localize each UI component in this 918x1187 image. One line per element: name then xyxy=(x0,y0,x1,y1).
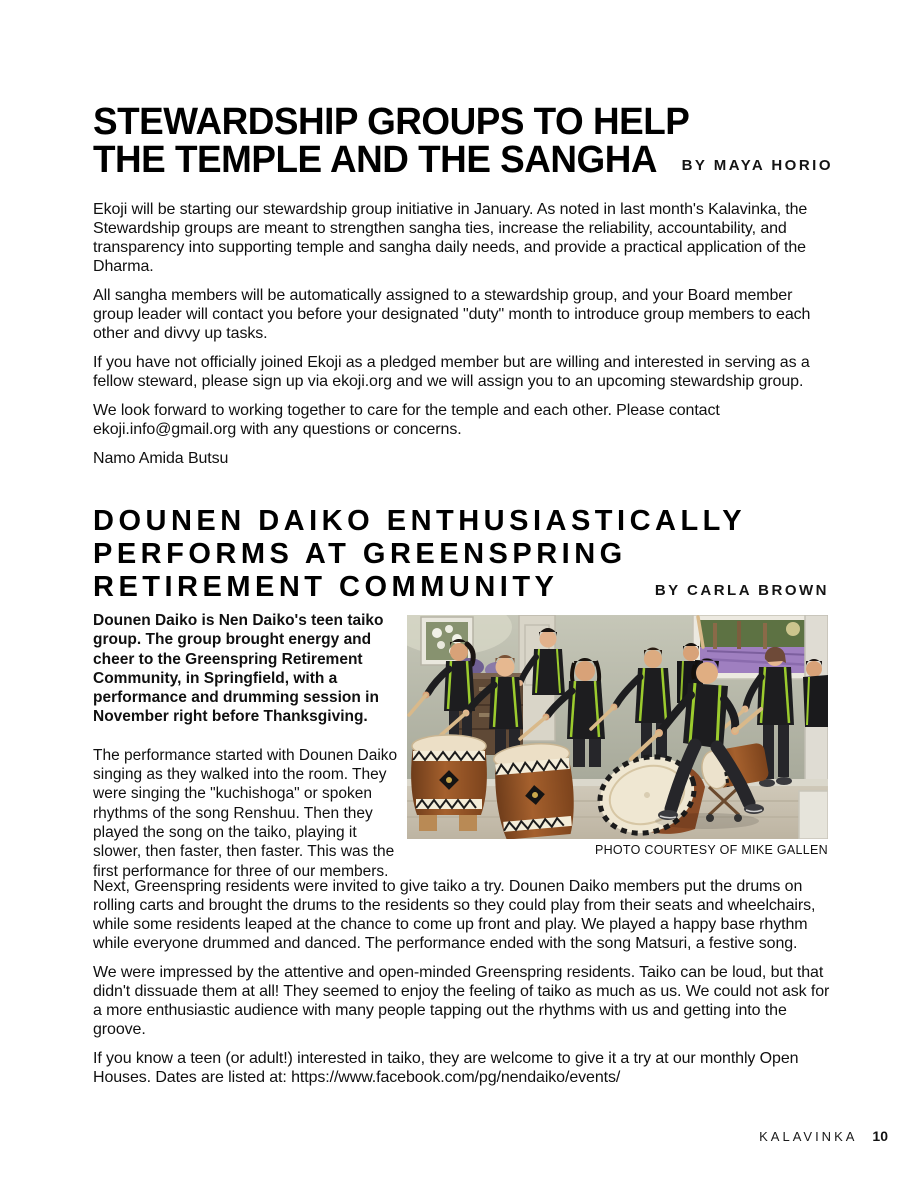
article1-closing: Namo Amida Butsu xyxy=(93,450,229,467)
article2-title-line3: RETIREMENT COMMUNITY xyxy=(93,571,559,603)
article2-left-column xyxy=(93,611,407,892)
taiko-performance-illustration xyxy=(407,615,828,839)
article1-title-line1: STEWARDSHIP GROUPS TO HELP xyxy=(93,101,690,143)
page-number: 10 xyxy=(872,1128,888,1144)
article2-paragraph: Next, Greenspring residents were invited to give taiko a try. Dounen Daiko members put the drums on rolling carts and brought the drums to the residents so they could play from their seats and wheelchairs, while some residents leaped at the chance to come up front and play. We played a happy base rhythm while everyone drummed and danced. The performance ended with the song Matsuri, a festive song. xyxy=(93,878,816,952)
article-photo xyxy=(407,615,828,839)
article2-title-line2: PERFORMS AT GREENSPRING xyxy=(93,538,627,570)
article1-body xyxy=(93,200,830,478)
article1-paragraph: All sangha members will be automatically assigned to a stewardship group, and your Board member group leader will contact you before your designated "duty" month to introduce group members to each other and divvy up tasks. xyxy=(93,287,811,342)
article2-paragraph: We were impressed by the attentive and open-minded Greenspring residents. Taiko can be loud, but that didn't dissuade them at all! They seemed to enjoy the feeling of taiko as much as us. We could not ask for a more enthusiastic audience with many people tapping out the rhythms with us and getting into the groove. xyxy=(93,964,830,1038)
article1-paragraph: We look forward to working together to care for the temple and each other. Please contact ekoji.info@gmail.org with any questions or concerns. xyxy=(93,402,720,438)
article2-byline: BY CARLA BROWN xyxy=(654,582,829,599)
article2-body xyxy=(93,877,830,1097)
article1-heading xyxy=(93,103,833,179)
magazine-name: KALAVINKA xyxy=(759,1129,858,1144)
page-footer xyxy=(759,1128,888,1144)
article1-title-line2: THE TEMPLE AND THE SANGHA xyxy=(93,139,657,181)
article1-paragraph: If you have not officially joined Ekoji as a pledged member but are willing and interested in serving as a fellow steward, please sign up via ekoji.org and we will assign you to an upcoming stewardship group. xyxy=(93,354,810,390)
article2-column-paragraph: The performance started with Dounen Daiko singing as they walked into the room. They were singing the "kuchishoga" or spoken rhythms of the song Renshuu. Then they played the song on the taiko, playing it slower, then faster, then faster. This was the first performance for three of our members. xyxy=(93,746,398,880)
article1-paragraph: Ekoji will be starting our stewardship group initiative in January. As noted in last month's Kalavinka, the Stewardship groups are meant to strengthen sangha ties, increase the reliability, accountability, and transparency into supporting temple and sangha daily needs, and provide a practical application of the Dharma. xyxy=(93,201,808,275)
article2-heading xyxy=(93,505,829,604)
photo-caption: PHOTO COURTESY OF MIKE GALLEN xyxy=(594,843,828,857)
article1-byline: BY MAYA HORIO xyxy=(681,157,833,174)
article2-paragraph: If you know a teen (or adult!) interested in taiko, they are welcome to give it a try at our monthly Open Houses. Dates are listed at: https://www.facebook.com/pg/nendaiko/events/ xyxy=(93,1050,799,1086)
article2-title-line1: DOUNEN DAIKO ENTHUSIASTICALLY xyxy=(93,505,747,537)
article2-lead-paragraph: Dounen Daiko is Nen Daiko's teen taiko group. The group brought energy and cheer to the Greenspring Retirement Community, in Springfield, with a performance and drumming session in November right before Thanksgiving. xyxy=(93,612,384,726)
